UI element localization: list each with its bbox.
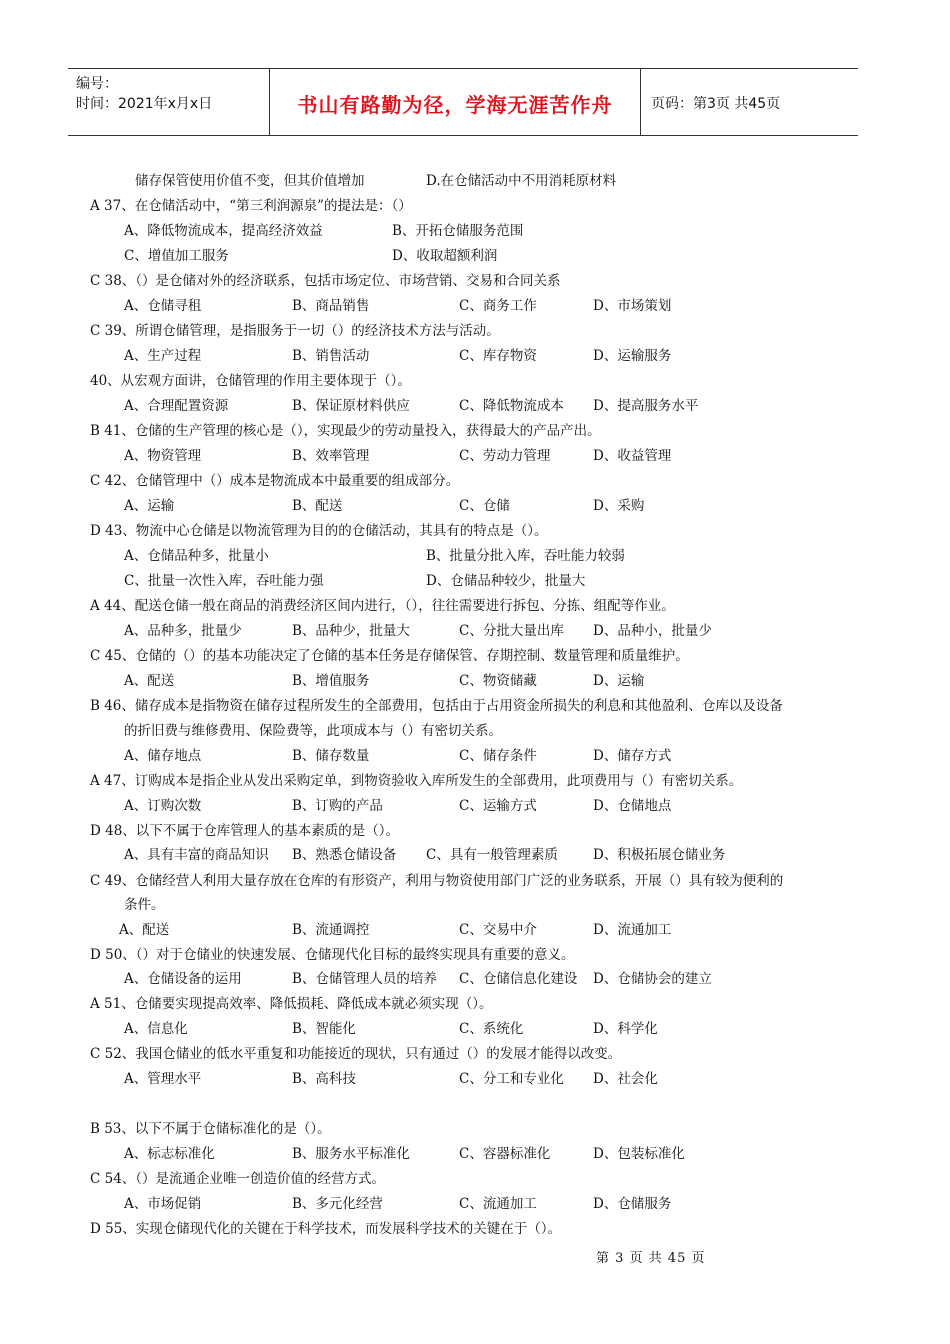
text-line: B、开拓仓储服务范围	[392, 223, 524, 239]
answer-option: A、仓储设备的运用	[124, 971, 242, 987]
answer-option: A、仓储寻租	[124, 298, 202, 314]
answer-option: D、品种小，批量少	[593, 623, 712, 639]
answer-option: A、市场促销	[124, 1196, 202, 1212]
answer-option: A、品种多，批量少	[124, 623, 242, 639]
text-line: B 46、储存成本是指物资在储存过程所发生的全部费用，包括由于占用资金所损失的利息和其他盈利、仓库以及设备	[90, 698, 783, 714]
header-motto-cell	[270, 69, 641, 135]
answer-option: D、储存方式	[593, 748, 672, 764]
answer-option: A、储存地点	[124, 748, 202, 764]
answer-option: A、物资管理	[124, 448, 202, 464]
text-line: B 41、仓储的生产管理的核心是（），实现最少的劳动量投入，获得最大的产品产出。	[90, 423, 601, 439]
text-line: C 38、（）是仓储对外的经济联系，包括市场定位、市场营销、交易和合同关系	[90, 273, 561, 289]
page-footer: 第 3 页 共 45 页	[596, 1251, 706, 1266]
text-line: 储存保管使用价值不变，但其价值增加	[135, 173, 365, 189]
answer-option: B、多元化经营	[292, 1196, 383, 1212]
answer-option: B、商品销售	[292, 298, 370, 314]
header-meta-cell	[68, 69, 270, 135]
answer-option: B、熟悉仓储设备	[292, 847, 397, 863]
answer-option: B、保证原材料供应	[292, 398, 410, 414]
answer-option: C、运输方式	[459, 798, 537, 814]
answer-option: D、仓储地点	[593, 798, 672, 814]
text-line: D 50、（）对于仓储业的快速发展、仓储现代化目标的最终实现具有重要的意义。	[90, 947, 575, 963]
answer-option: C、具有一般管理素质	[426, 847, 558, 863]
text-line: D、仓储品种较少，批量大	[426, 573, 586, 589]
answer-option: B、增值服务	[292, 673, 370, 689]
text-line: A 47、订购成本是指企业从发出采购定单，到物资验收入库所发生的全部费用，此项费用与（）有密切关系。	[90, 773, 743, 789]
answer-option: D、提高服务水平	[593, 398, 699, 414]
answer-option: B、储存数量	[292, 748, 370, 764]
text-line: D 55、实现仓储现代化的关键在于科学技术，而发展科学技术的关键在于（）。	[90, 1221, 562, 1237]
answer-option: B、智能化	[292, 1021, 356, 1037]
answer-option: D、收益管理	[593, 448, 672, 464]
answer-option: B、销售活动	[292, 348, 370, 364]
answer-option: C、交易中介	[459, 922, 537, 938]
answer-option: C、系统化	[459, 1021, 524, 1037]
answer-option: B、流通调控	[292, 922, 370, 938]
text-line: 40、从宏观方面讲，仓储管理的作用主要体现于（）。	[90, 373, 411, 389]
answer-option: B、高科技	[292, 1071, 356, 1087]
answer-option: A、合理配置资源	[124, 398, 229, 414]
answer-option: B、仓储管理人员的培养	[292, 971, 437, 987]
answer-option: D、积极拓展仓储业务	[593, 847, 726, 863]
answer-option: D、仓储服务	[593, 1196, 672, 1212]
answer-option: A、具有丰富的商品知识	[124, 847, 269, 863]
answer-option: B、订购的产品	[292, 798, 383, 814]
text-line: C 42、仓储管理中（）成本是物流成本中最重要的组成部分。	[90, 473, 460, 489]
page-info: 页码：第3页 共45页	[651, 96, 781, 112]
answer-option: C、储存条件	[459, 748, 537, 764]
answer-option: B、服务水平标准化	[292, 1146, 410, 1162]
answer-option: B、效率管理	[292, 448, 370, 464]
answer-option: C、仓储	[459, 498, 510, 514]
motto: 书山有路勤为径，学海无涯苦作舟	[297, 93, 613, 117]
answer-option: C、分批大量出库	[459, 623, 564, 639]
answer-option: B、配送	[292, 498, 343, 514]
answer-option: C、仓储信息化建设	[459, 971, 578, 987]
answer-option: C、物资储藏	[459, 673, 537, 689]
text-line: A 37、在仓储活动中，“第三利润源泉”的提法是：（）	[90, 198, 412, 214]
answer-option: A、运输	[124, 498, 175, 514]
text-line: D、收取超额利润	[392, 248, 498, 264]
answer-option: A、标志标准化	[124, 1146, 215, 1162]
text-line: D 48、以下不属于仓库管理人的基本素质的是（）。	[90, 823, 400, 839]
text-line: C 54、（）是流通企业唯一创造价值的经营方式。	[90, 1171, 386, 1187]
answer-option: C、库存物资	[459, 348, 537, 364]
answer-option: D、流通加工	[593, 922, 672, 938]
answer-option: A、信息化	[124, 1021, 188, 1037]
answer-option: C、降低物流成本	[459, 398, 564, 414]
answer-option: A、订购次数	[124, 798, 202, 814]
time-label: 时间：2021年x月x日	[76, 96, 213, 112]
text-line: D.在仓储活动中不用消耗原材料	[426, 173, 617, 189]
answer-option: C、商务工作	[459, 298, 537, 314]
text-line: 条件。	[124, 897, 165, 913]
answer-option: B、品种少，批量大	[292, 623, 410, 639]
text-line: B 53、以下不属于仓储标准化的是（）。	[90, 1121, 331, 1137]
answer-option: D、社会化	[593, 1071, 658, 1087]
answer-option: C、劳动力管理	[459, 448, 551, 464]
answer-option: A、配送	[124, 673, 175, 689]
answer-option: D、运输服务	[593, 348, 672, 364]
answer-option: D、采购	[593, 498, 645, 514]
answer-option: C、流通加工	[459, 1196, 537, 1212]
answer-option: D、包装标准化	[593, 1146, 685, 1162]
answer-option: C、容器标准化	[459, 1146, 551, 1162]
answer-option: A、管理水平	[124, 1071, 202, 1087]
text-line: A 51、仓储要实现提高效率、降低损耗、降低成本就必须实现（）。	[90, 996, 493, 1012]
number-label: 编号：	[76, 76, 118, 92]
text-line: C 49、仓储经营人利用大量存放在仓库的有形资产，利用与物资使用部门广泛的业务联系，开展（）具有较为便利的	[90, 873, 784, 889]
answer-option: D、市场策划	[593, 298, 672, 314]
text-line: C 52、我国仓储业的低水平重复和功能接近的现状，只有通过（）的发展才能得以改变。	[90, 1046, 622, 1062]
text-line: B、批量分批入库，吞吐能力较弱	[426, 548, 625, 564]
answer-option: C、分工和专业化	[459, 1071, 564, 1087]
text-line: D 43、物流中心仓储是以物流管理为目的的仓储活动，其具有的特点是（）。	[90, 523, 548, 539]
answer-option: D、科学化	[593, 1021, 658, 1037]
answer-option: D、运输	[593, 673, 645, 689]
text-line: A、降低物流成本，提高经济效益	[124, 223, 323, 239]
page-header	[68, 68, 858, 136]
text-line: C、批量一次性入库，吞吐能力强	[124, 573, 324, 589]
answer-option: A、生产过程	[124, 348, 202, 364]
text-line: C 39、所谓仓储管理，是指服务于一切（）的经济技术方法与活动。	[90, 323, 500, 339]
text-line: A 44、配送仓储一般在商品的消费经济区间内进行，（），往往需要进行拆包、分拣、组配等作业。	[90, 598, 675, 614]
text-line: 的折旧费与维修费用、保险费等，此项成本与（）有密切关系。	[124, 723, 502, 739]
answer-option: D、仓储协会的建立	[593, 971, 712, 987]
header-page-cell	[641, 69, 858, 135]
text-line: C、增值加工服务	[124, 248, 229, 264]
text-line: C 45、仓储的（）的基本功能决定了仓储的基本任务是存储保管、存期控制、数量管理和质量维护。	[90, 648, 689, 664]
text-line: A、仓储品种多，批量小	[124, 548, 269, 564]
answer-option: A、配送	[119, 922, 170, 938]
